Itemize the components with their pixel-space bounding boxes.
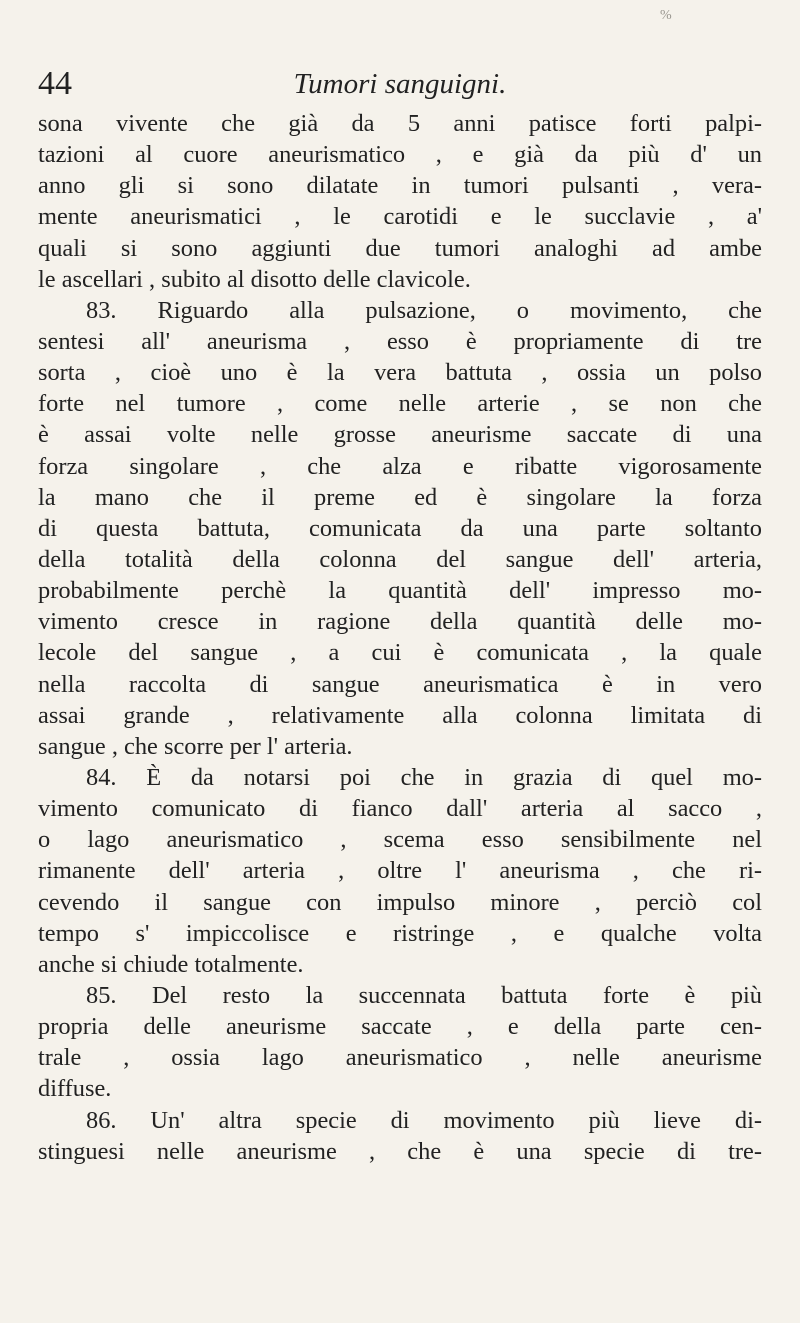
text-line: assai grande , relativamente alla colonna limitata di xyxy=(38,701,762,729)
text-line: sangue , che scorre per l' arteria. xyxy=(38,732,353,760)
body-text xyxy=(38,108,762,1167)
page-number: 44 xyxy=(38,65,72,102)
text-line: 84. È da notarsi poi che in grazia di quel mo- xyxy=(86,763,762,791)
text-line: quali si sono aggiunti due tumori analoghi ad ambe xyxy=(38,234,762,262)
text-line: vimento comunicato di fianco dall' arteria al sacco , xyxy=(38,795,762,823)
text-line: sona vivente che già da 5 anni patisce forti palpi- xyxy=(38,110,762,137)
text-line: propria delle aneurisme saccate , e della parte cen- xyxy=(38,1013,762,1041)
text-line: le ascellari , subito al disotto delle clavicole. xyxy=(38,265,471,293)
text-line: lecole del sangue , a cui è comunicata , la quale xyxy=(38,639,762,667)
text-line: forte nel tumore , come nelle arterie , se non che xyxy=(38,390,762,418)
text-line: o lago aneurismatico , scema esso sensibilmente nel xyxy=(38,826,762,854)
text-line: diffuse. xyxy=(38,1075,112,1103)
text-line: sentesi all' aneurisma , esso è propriamente di tre xyxy=(38,327,762,355)
text-line: vimento cresce in ragione della quantità delle mo- xyxy=(38,608,762,636)
text-line: rimanente dell' arteria , oltre l' aneurisma , che ri- xyxy=(38,857,762,885)
text-line: sorta , cioè uno è la vera battuta , ossia un polso xyxy=(38,359,762,387)
text-line: 86. Un' altra specie di movimento più lieve di- xyxy=(86,1106,762,1134)
text-line: stinguesi nelle aneurisme , che è una specie di tre- xyxy=(38,1137,762,1165)
text-line: della totalità della colonna del sangue dell' arteria, xyxy=(38,545,762,573)
running-title: Tumori sanguigni. xyxy=(293,68,507,100)
text-line: 83. Riguardo alla pulsazione, o movimento, che xyxy=(86,296,762,324)
text-line: nella raccolta di sangue aneurismatica è in vero xyxy=(38,670,762,698)
text-line: anno gli si sono dilatate in tumori pulsanti , vera- xyxy=(38,172,762,200)
text-line: 85. Del resto la succennata battuta forte è più xyxy=(86,981,762,1009)
corner-mark: % xyxy=(660,8,672,23)
text-line: di questa battuta, comunicata da una parte soltanto xyxy=(38,514,762,542)
text-line: anche si chiude totalmente. xyxy=(38,950,304,978)
text-line: mente aneurismatici , le carotidi e le succlavie , a' xyxy=(38,203,762,231)
text-line: probabilmente perchè la quantità dell' impresso mo- xyxy=(38,577,762,605)
text-line: forza singolare , che alza e ribatte vigorosamente xyxy=(38,452,762,480)
text-line: tazioni al cuore aneurismatico , e già da più d' un xyxy=(38,141,762,169)
text-line: trale , ossia lago aneurismatico , nelle aneurisme xyxy=(38,1044,762,1072)
page-header xyxy=(0,64,800,114)
text-line: è assai volte nelle grosse aneurisme saccate di una xyxy=(38,421,762,449)
text-line: cevendo il sangue con impulso minore , perciò col xyxy=(38,888,762,916)
text-line: la mano che il preme ed è singolare la forza xyxy=(38,483,762,511)
text-line: tempo s' impiccolisce e ristringe , e qualche volta xyxy=(38,919,762,947)
